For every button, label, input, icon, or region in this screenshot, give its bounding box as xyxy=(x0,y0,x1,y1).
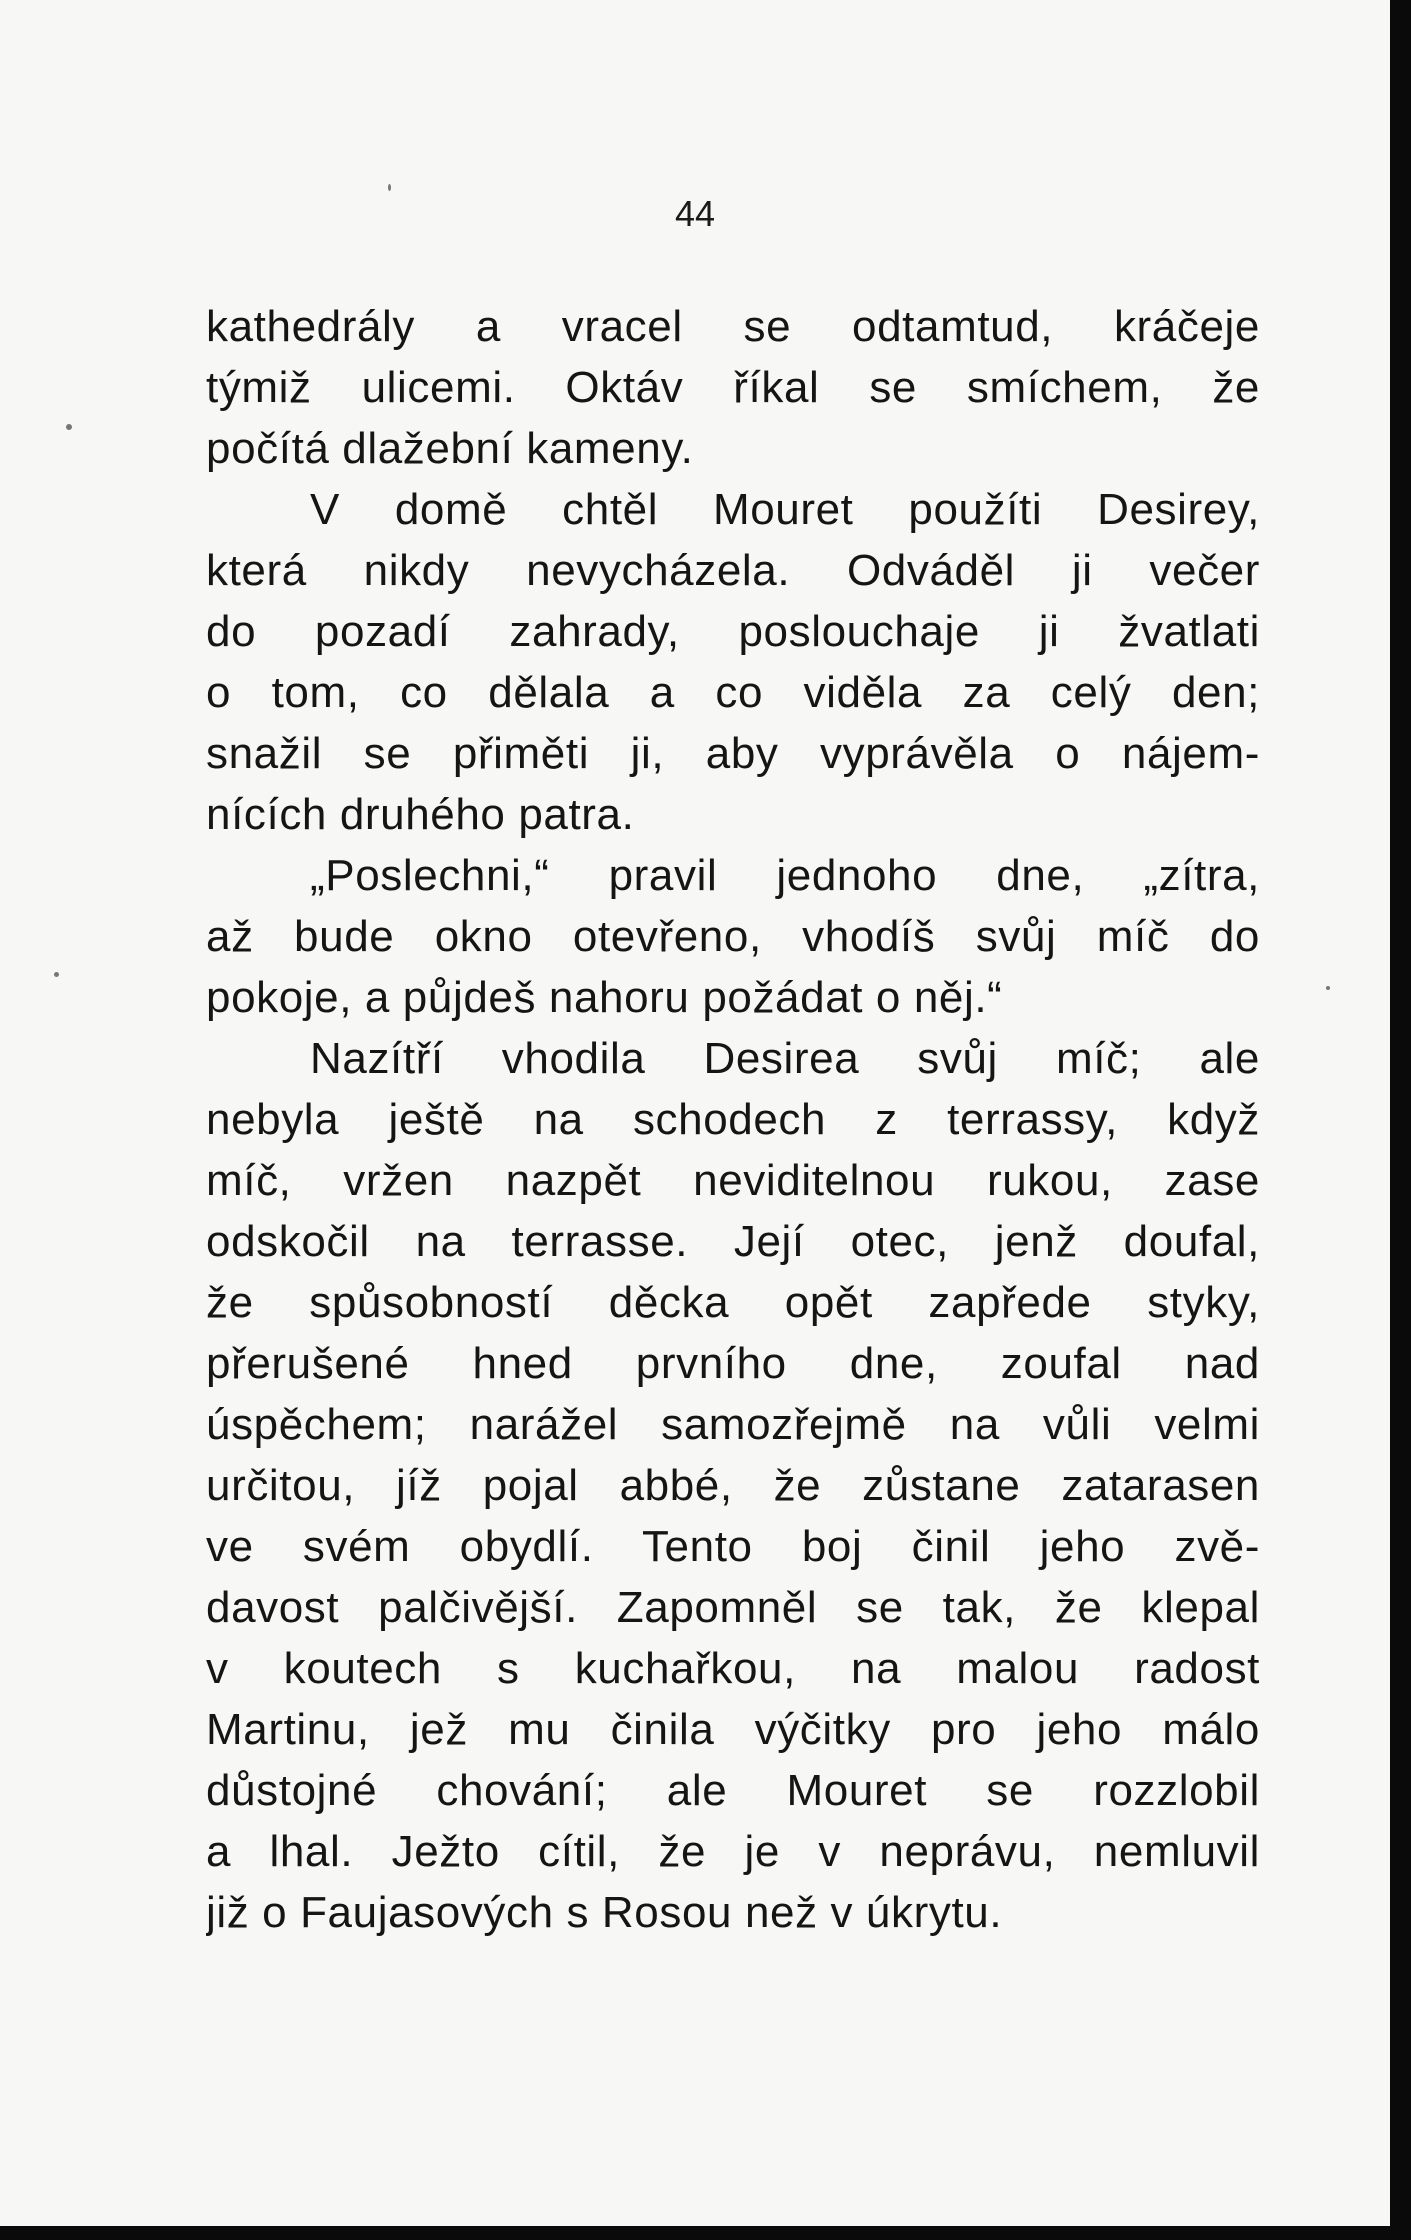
scan-speck xyxy=(54,972,59,977)
text-line: až bude okno otevřeno, vhodíš svůj míč do xyxy=(206,912,1260,961)
text-line: pokoje, a půjdeš nahoru požádat o něj.“ xyxy=(206,973,1003,1022)
text-line: V domě chtěl Mouret použíti Desirey, xyxy=(310,485,1260,534)
text-line: určitou, jíž pojal abbé, že zůstane zatarasen xyxy=(206,1461,1260,1510)
text-line: snažil se přiměti ji, aby vyprávěla o nájem- xyxy=(206,729,1260,778)
text-line: míč, vržen nazpět neviditelnou rukou, zase xyxy=(206,1156,1260,1205)
text-line: a lhal. Ježto cítil, že je v neprávu, nemluvil xyxy=(206,1827,1260,1876)
scan-speck xyxy=(388,184,391,191)
scan-speck xyxy=(1326,986,1330,990)
text-line: do pozadí zahrady, poslouchaje ji žvatlati xyxy=(206,607,1260,656)
page-number: 44 xyxy=(674,193,716,234)
text-line: která nikdy nevycházela. Odváděl ji večer xyxy=(206,546,1260,595)
scan-speck xyxy=(66,424,72,430)
text-line: Martinu, jež mu činila výčitky pro jeho málo xyxy=(206,1705,1260,1754)
text-line: v koutech s kuchařkou, na malou radost xyxy=(206,1644,1260,1693)
text-line: kathedrály a vracel se odtamtud, kráčeje xyxy=(206,302,1260,351)
text-line: ve svém obydlí. Tento boj činil jeho zvě- xyxy=(206,1522,1260,1571)
text-line: počítá dlažební kameny. xyxy=(206,424,694,473)
text-line: odskočil na terrasse. Její otec, jenž doufal, xyxy=(206,1217,1260,1266)
text-line: týmiž ulicemi. Oktáv říkal se smíchem, že xyxy=(206,363,1260,412)
text-line: úspěchem; narážel samozřejmě na vůli velmi xyxy=(206,1400,1260,1449)
text-line: o tom, co dělala a co viděla za celý den; xyxy=(206,668,1260,717)
text-line: „Poslechni,“ pravil jednoho dne, „zítra, xyxy=(310,851,1260,900)
text-line: Nazítří vhodila Desirea svůj míč; ale xyxy=(310,1034,1260,1083)
text-line: nících druhého patra. xyxy=(206,790,635,839)
text-line: přerušené hned prvního dne, zoufal nad xyxy=(206,1339,1260,1388)
text-line: nebyla ještě na schodech z terrassy, když xyxy=(206,1095,1260,1144)
text-line: již o Faujasových s Rosou než v úkrytu. xyxy=(206,1888,1003,1937)
text-line: davost palčivější. Zapomněl se tak, že klepal xyxy=(206,1583,1260,1632)
text-line: že spůsobností děcka opět zapřede styky, xyxy=(206,1278,1260,1327)
body-text xyxy=(206,296,1260,1943)
text-line: důstojné chování; ale Mouret se rozzlobil xyxy=(206,1766,1260,1815)
scan-edge-right xyxy=(1390,0,1411,2240)
scan-edge-bottom xyxy=(0,2226,1411,2240)
